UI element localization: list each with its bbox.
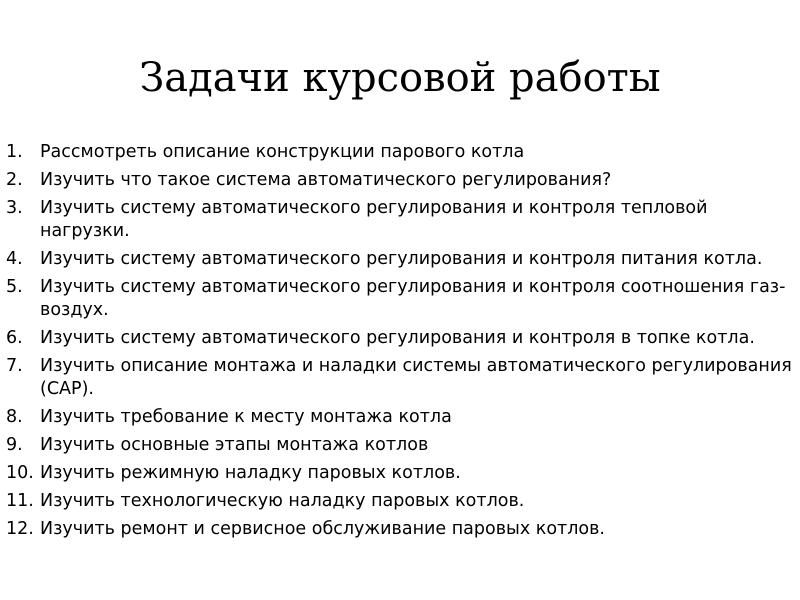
list-item-text: Изучить что такое система автоматического регулирования? <box>40 170 612 190</box>
list-item <box>6 169 796 192</box>
slide-title: Задачи курсовой работы <box>139 55 661 101</box>
list-item <box>6 355 796 401</box>
list-item-text: Изучить ремонт и сервисное обслуживание паровых котлов. <box>40 519 605 539</box>
list-item-number: 10. <box>6 463 34 483</box>
list-item-text: Изучить технологическую наладку паровых котлов. <box>40 491 525 511</box>
list-item-number: 6. <box>6 328 23 348</box>
list-item-number: 1. <box>6 142 23 162</box>
list-item <box>6 141 796 164</box>
list-item <box>6 248 796 271</box>
list-item-text: Изучить систему автоматического регулирования и контроля тепловой нагрузки. <box>40 198 708 241</box>
list-item-text: Изучить систему автоматического регулирования и контроля питания котла. <box>40 249 763 269</box>
list-item-number: 12. <box>6 519 34 539</box>
list-item-number: 5. <box>6 277 23 297</box>
list-item-text: Изучить основные этапы монтажа котлов <box>40 435 429 455</box>
list-item-number: 9. <box>6 435 23 455</box>
task-list <box>6 141 796 546</box>
list-item <box>6 197 796 243</box>
list-item-text: Рассмотреть описание конструкции парового котла <box>40 142 525 162</box>
list-item-text: Изучить описание монтажа и наладки системы автоматического регулирования (САР). <box>40 356 792 399</box>
list-item-text: Изучить систему автоматического регулирования и контроля соотношения газ-воздух. <box>40 277 786 320</box>
list-item <box>6 490 796 513</box>
list-item <box>6 434 796 457</box>
list-item-number: 11. <box>6 491 34 511</box>
list-item <box>6 518 796 541</box>
list-item <box>6 406 796 429</box>
list-item-text: Изучить режимную наладку паровых котлов. <box>40 463 461 483</box>
list-item-number: 4. <box>6 249 23 269</box>
list-item-number: 7. <box>6 356 23 376</box>
list-item <box>6 327 796 350</box>
list-item <box>6 276 796 322</box>
list-item <box>6 462 796 485</box>
list-item-number: 8. <box>6 407 23 427</box>
list-item-text: Изучить требование к месту монтажа котла <box>40 407 452 427</box>
list-item-text: Изучить систему автоматического регулирования и контроля в топке котла. <box>40 328 755 348</box>
list-item-number: 3. <box>6 198 23 218</box>
list-item-number: 2. <box>6 170 23 190</box>
